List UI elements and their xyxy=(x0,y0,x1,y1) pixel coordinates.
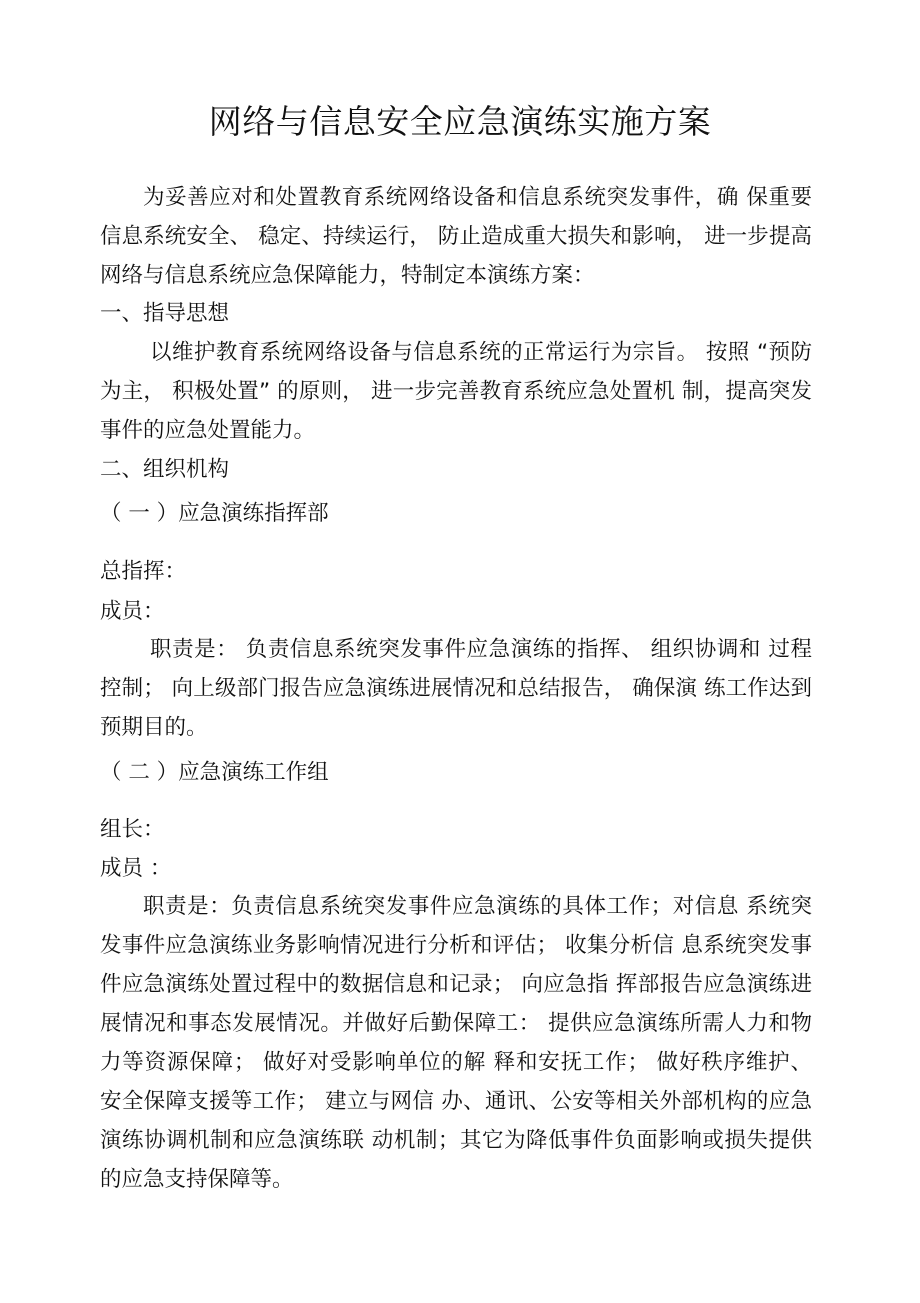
commander-label: 总指挥： xyxy=(100,559,187,584)
guiding-ideology-paragraph: 以维护教育系统网络设备与信息系统的正常运行为宗旨。 按照 “预防为主， 积极处置” 的原则， 进一步完善教育系统应急处置机 制，提高突发事件的应急处置能力。 xyxy=(100,340,812,443)
command-members-label: 成员： xyxy=(100,599,165,624)
subsection-heading-workgroup: （ 二 ）应急演练工作组 xyxy=(100,760,329,785)
document-title: 网络与信息安全应急演练实施方案 xyxy=(208,102,712,141)
command-duty-paragraph: 职责是： 负责信息系统突发事件应急演练的指挥、 组织协调和 过程控制； 向上级部门报告应急演练进展情况和总结报告， 确保演 练工作达到预期目的。 xyxy=(100,637,812,740)
section-heading-guiding-ideology: 一、指导思想 xyxy=(100,301,230,326)
intro-paragraph: 为妥善应对和处置教育系统网络设备和信息系统突发事件，确 保重要信息系统安全、 稳定、持续运行， 防止造成重大损失和影响， 进一步提高网络与信息系统应急保障能力，特制定本演练方案： xyxy=(100,185,812,288)
workgroup-members-label: 成员 ： xyxy=(100,856,172,881)
group-leader-label: 组长： xyxy=(100,817,165,842)
section-heading-organization: 二、组织机构 xyxy=(100,457,230,482)
workgroup-duty-paragraph: 职责是：负责信息系统突发事件应急演练的具体工作；对信息 系统突发事件应急演练业务影响情况进行分析和评估； 收集分析信 息系统突发事件应急演练处置过程中的数据信息和记录； 向应急指 挥部报告应急演练进展情况和事态发展情况。并做好后勤保障工： 提供应急演练所需人力和物力等资源保障； 做好对受影响单位的解 释和安抚工作； 做好秩序维护、 安全保障支援等工作； 建立与网信 办、通讯、公安等相关外部机构的应急演练协调机制和应急演练联 动机制；其它为降低事件负面影响或损失提供的应急支持保障等。 xyxy=(100,894,812,1192)
subsection-heading-command: （ 一 ）应急演练指挥部 xyxy=(100,501,329,526)
